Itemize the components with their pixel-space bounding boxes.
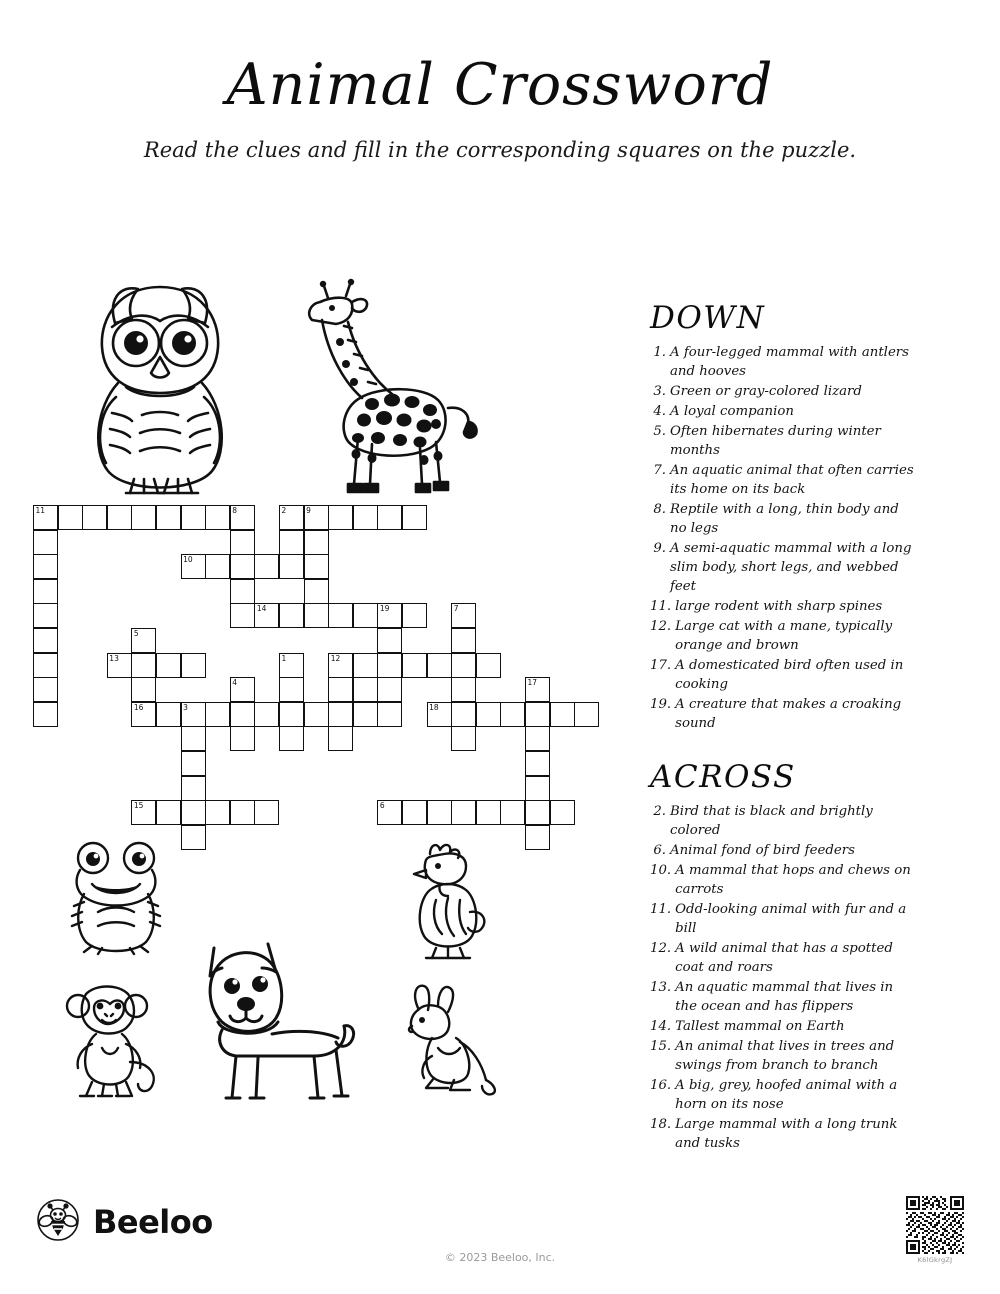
crossword-cell[interactable] bbox=[131, 505, 156, 530]
crossword-cell[interactable] bbox=[525, 702, 550, 727]
across-clue-item bbox=[650, 900, 918, 938]
crossword-cell[interactable] bbox=[427, 702, 452, 727]
crossword-cell[interactable] bbox=[33, 579, 58, 604]
cell-number: 12 bbox=[330, 653, 341, 663]
down-clue-item bbox=[650, 382, 918, 401]
crossword-cell[interactable] bbox=[82, 505, 107, 530]
crossword-cell[interactable] bbox=[279, 603, 304, 628]
logo-text: Beeloo bbox=[93, 1203, 213, 1241]
crossword-cell[interactable] bbox=[254, 702, 279, 727]
down-clue-item bbox=[650, 422, 918, 460]
crossword-cell[interactable] bbox=[279, 726, 304, 751]
crossword-cell[interactable] bbox=[181, 751, 206, 776]
across-clue-number: 2. bbox=[653, 804, 666, 819]
crossword-cell[interactable] bbox=[304, 505, 329, 530]
crossword-cell[interactable] bbox=[402, 800, 427, 825]
crossword-cell[interactable] bbox=[230, 505, 255, 530]
crossword-cell[interactable] bbox=[156, 653, 181, 678]
crossword-cell[interactable] bbox=[328, 603, 353, 628]
crossword-cell[interactable] bbox=[402, 603, 427, 628]
qr-code-icon bbox=[906, 1196, 964, 1254]
crossword-cell[interactable] bbox=[230, 702, 255, 727]
cell-number: 5 bbox=[133, 629, 139, 638]
crossword-cell[interactable] bbox=[181, 726, 206, 751]
down-clue-number: 3. bbox=[653, 384, 666, 399]
crossword-cell[interactable] bbox=[402, 653, 427, 678]
across-clue-item bbox=[650, 861, 918, 899]
down-clue-number: 12. bbox=[650, 619, 672, 634]
down-clue-item bbox=[650, 402, 918, 421]
crossword-cell[interactable] bbox=[131, 628, 156, 653]
cell-number: 13 bbox=[109, 653, 119, 663]
beeloo-logo bbox=[36, 1198, 213, 1246]
down-clue-text: Large cat with a mane, typically orange and brown bbox=[675, 619, 893, 653]
across-clue-item bbox=[650, 978, 918, 1016]
crossword-cell[interactable] bbox=[181, 776, 206, 801]
crossword-cell[interactable] bbox=[328, 726, 353, 751]
crossword-cell[interactable] bbox=[230, 530, 255, 555]
crossword-cell[interactable] bbox=[205, 702, 230, 727]
across-clue-item bbox=[650, 1017, 918, 1036]
page-subtitle: Read the clues and fill in the corresponding squares on the puzzle. bbox=[143, 138, 857, 162]
cell-number: 6 bbox=[379, 801, 385, 811]
down-clue-item bbox=[650, 343, 918, 381]
across-clue-number: 6. bbox=[653, 843, 666, 858]
crossword-cell[interactable] bbox=[181, 653, 206, 678]
across-clue-number: 14. bbox=[650, 1019, 672, 1034]
crossword-cell[interactable] bbox=[181, 825, 206, 850]
crossword-cell[interactable] bbox=[451, 628, 476, 653]
crossword-cell[interactable] bbox=[279, 702, 304, 727]
crossword-cell[interactable] bbox=[131, 702, 156, 727]
down-clue-item bbox=[650, 461, 918, 499]
crossword-cell[interactable] bbox=[525, 726, 550, 751]
page-title: Animal Crossword bbox=[226, 52, 774, 118]
crossword-cell[interactable] bbox=[205, 554, 230, 579]
down-clue-item bbox=[650, 617, 918, 655]
across-clue-item bbox=[650, 1076, 918, 1114]
down-clue-text: A creature that makes a croaking sound bbox=[675, 697, 902, 731]
crossword-cell[interactable] bbox=[304, 702, 329, 727]
kangaroo-illustration bbox=[398, 982, 508, 1097]
across-clue-number: 10. bbox=[650, 863, 672, 878]
crossword-cell[interactable] bbox=[525, 800, 550, 825]
crossword-cell[interactable] bbox=[525, 677, 550, 702]
cell-number: 14 bbox=[256, 604, 267, 614]
crossword-cell[interactable] bbox=[131, 800, 156, 825]
down-clue-text: Often hibernates during winter months bbox=[670, 424, 881, 458]
crossword-cell[interactable] bbox=[353, 505, 378, 530]
crossword-cell[interactable] bbox=[525, 751, 550, 776]
crossword-cell[interactable] bbox=[451, 603, 476, 628]
crossword-cell[interactable] bbox=[476, 702, 501, 727]
cell-number: 17 bbox=[527, 678, 538, 688]
crossword-cell[interactable] bbox=[230, 554, 255, 579]
crossword-cell[interactable] bbox=[402, 505, 427, 530]
across-clue-number: 12. bbox=[650, 941, 672, 956]
down-clue-text: Reptile with a long, thin body and no legs bbox=[670, 502, 899, 536]
down-clue-number: 17. bbox=[650, 658, 672, 673]
dog-illustration bbox=[196, 930, 366, 1105]
down-heading: DOWN bbox=[650, 300, 766, 336]
down-clue-item bbox=[650, 597, 918, 616]
crossword-cell[interactable] bbox=[353, 603, 378, 628]
monkey-illustration bbox=[58, 978, 173, 1100]
crossword-cell[interactable] bbox=[476, 653, 501, 678]
crossword-cell[interactable] bbox=[254, 603, 279, 628]
down-clue-number: 1. bbox=[653, 345, 666, 360]
crossword-grid[interactable] bbox=[33, 505, 633, 835]
down-clue-number: 19. bbox=[650, 697, 672, 712]
crossword-cell[interactable] bbox=[107, 653, 132, 678]
crossword-cell[interactable] bbox=[254, 800, 279, 825]
down-clue-number: 5. bbox=[653, 424, 666, 439]
crossword-cell[interactable] bbox=[377, 628, 402, 653]
down-clue-number: 8. bbox=[653, 502, 666, 517]
cell-number: 15 bbox=[133, 801, 144, 811]
crossword-cell[interactable] bbox=[230, 726, 255, 751]
cell-number: 19 bbox=[379, 604, 390, 614]
crossword-cell[interactable] bbox=[33, 505, 58, 530]
crossword-cell[interactable] bbox=[33, 554, 58, 579]
across-clue-list bbox=[650, 802, 918, 1153]
down-clue-list bbox=[650, 343, 918, 733]
crossword-cell[interactable] bbox=[525, 825, 550, 850]
crossword-cell[interactable] bbox=[58, 505, 83, 530]
crossword-cell[interactable] bbox=[33, 530, 58, 555]
down-clue-number: 9. bbox=[653, 541, 666, 556]
cell-number: 4 bbox=[232, 678, 238, 688]
down-clue-item bbox=[650, 539, 918, 596]
crossword-cell[interactable] bbox=[377, 653, 402, 678]
copyright-text: © 2023 Beeloo, Inc. bbox=[444, 1251, 556, 1264]
crossword-cell[interactable] bbox=[328, 702, 353, 727]
crossword-cell[interactable] bbox=[279, 530, 304, 555]
across-clue-item bbox=[650, 802, 918, 840]
across-clue-number: 16. bbox=[650, 1078, 672, 1093]
crossword-cell[interactable] bbox=[230, 800, 255, 825]
crossword-cell[interactable] bbox=[377, 505, 402, 530]
crossword-cell[interactable] bbox=[377, 702, 402, 727]
down-clue-item bbox=[650, 500, 918, 538]
across-clue-text: An aquatic mammal that lives in the ocean and has flippers bbox=[675, 980, 894, 1014]
cell-number: 11 bbox=[35, 506, 46, 515]
across-clue-number: 18. bbox=[650, 1117, 672, 1132]
qr-label: K6lGkrgZJ bbox=[917, 1256, 953, 1264]
across-clue-text: A mammal that hops and chews on carrots bbox=[675, 863, 911, 897]
cell-number: 1 bbox=[281, 653, 287, 663]
crossword-cell[interactable] bbox=[451, 800, 476, 825]
down-clue-number: 11. bbox=[650, 599, 672, 614]
crossword-cell[interactable] bbox=[33, 603, 58, 628]
across-clue-number: 15. bbox=[650, 1039, 672, 1054]
crossword-cell[interactable] bbox=[451, 653, 476, 678]
crossword-cell[interactable] bbox=[304, 603, 329, 628]
crossword-cell[interactable] bbox=[304, 579, 329, 604]
crossword-cell[interactable] bbox=[328, 677, 353, 702]
crossword-cell[interactable] bbox=[451, 677, 476, 702]
down-clue-item bbox=[650, 656, 918, 694]
crossword-cell[interactable] bbox=[131, 653, 156, 678]
crossword-cell[interactable] bbox=[230, 579, 255, 604]
crossword-cell[interactable] bbox=[353, 677, 378, 702]
down-clue-text: large rodent with sharp spines bbox=[675, 599, 883, 614]
crossword-cell[interactable] bbox=[131, 677, 156, 702]
crossword-cell[interactable] bbox=[181, 800, 206, 825]
crossword-cell[interactable] bbox=[353, 653, 378, 678]
crossword-cell[interactable] bbox=[33, 702, 58, 727]
crossword-cell[interactable] bbox=[500, 702, 525, 727]
down-clue-text: An aquatic animal that often carries its home on its back bbox=[670, 463, 914, 497]
crossword-cell[interactable] bbox=[328, 505, 353, 530]
crossword-cell[interactable] bbox=[279, 653, 304, 678]
crossword-cell[interactable] bbox=[377, 603, 402, 628]
crossword-cell[interactable] bbox=[427, 653, 452, 678]
crossword-cell[interactable] bbox=[279, 554, 304, 579]
across-clue-item bbox=[650, 1115, 918, 1153]
crossword-cell[interactable] bbox=[156, 505, 181, 530]
across-clue-item bbox=[650, 841, 918, 860]
crossword-cell[interactable] bbox=[279, 505, 304, 530]
crossword-cell[interactable] bbox=[33, 628, 58, 653]
across-clue-text: Animal fond of bird feeders bbox=[670, 843, 855, 858]
giraffe-illustration bbox=[300, 272, 490, 497]
crossword-cell[interactable] bbox=[230, 603, 255, 628]
cell-number: 2 bbox=[281, 506, 287, 515]
across-clue-number: 11. bbox=[650, 902, 672, 917]
chicken-illustration bbox=[396, 836, 496, 961]
crossword-cell[interactable] bbox=[451, 702, 476, 727]
crossword-cell[interactable] bbox=[279, 677, 304, 702]
down-clue-text: A four-legged mammal with antlers and hooves bbox=[670, 345, 909, 379]
crossword-cell[interactable] bbox=[181, 554, 206, 579]
crossword-cell[interactable] bbox=[574, 702, 599, 727]
crossword-cell[interactable] bbox=[377, 677, 402, 702]
crossword-cell[interactable] bbox=[451, 726, 476, 751]
crossword-cell[interactable] bbox=[205, 800, 230, 825]
clues-panel bbox=[650, 300, 918, 1154]
crossword-cell[interactable] bbox=[550, 702, 575, 727]
across-clue-text: A big, grey, hoofed animal with a horn on its nose bbox=[675, 1078, 898, 1112]
across-clue-item bbox=[650, 939, 918, 977]
across-clue-text: A wild animal that has a spotted coat and roars bbox=[675, 941, 893, 975]
crossword-cell[interactable] bbox=[304, 554, 329, 579]
crossword-cell[interactable] bbox=[377, 800, 402, 825]
crossword-cell[interactable] bbox=[328, 653, 353, 678]
frog-illustration bbox=[62, 836, 172, 956]
down-clue-text: A semi-aquatic mammal with a long slim body, short legs, and webbed feet bbox=[670, 541, 912, 594]
crossword-cell[interactable] bbox=[33, 653, 58, 678]
cell-number: 7 bbox=[453, 604, 459, 614]
down-clue-text: Green or gray-colored lizard bbox=[670, 384, 862, 399]
crossword-cell[interactable] bbox=[181, 702, 206, 727]
across-clue-item bbox=[650, 1037, 918, 1075]
across-clue-text: Large mammal with a long trunk and tusks bbox=[675, 1117, 898, 1151]
across-clue-text: Odd-looking animal with fur and a bill bbox=[675, 902, 907, 936]
across-heading: ACROSS bbox=[650, 759, 796, 795]
cell-number: 16 bbox=[133, 702, 144, 712]
crossword-cell[interactable] bbox=[230, 677, 255, 702]
crossword-cell[interactable] bbox=[427, 800, 452, 825]
across-clue-text: Tallest mammal on Earth bbox=[675, 1019, 845, 1034]
crossword-cell[interactable] bbox=[254, 554, 279, 579]
owl-illustration bbox=[60, 265, 260, 500]
crossword-cell[interactable] bbox=[550, 800, 575, 825]
crossword-cell[interactable] bbox=[156, 800, 181, 825]
crossword-cell[interactable] bbox=[156, 702, 181, 727]
down-clue-text: A domesticated bird often used in cooking bbox=[675, 658, 904, 692]
crossword-cell[interactable] bbox=[353, 702, 378, 727]
down-clue-number: 7. bbox=[653, 463, 666, 478]
cell-number: 8 bbox=[232, 506, 238, 515]
cell-number: 9 bbox=[306, 506, 311, 515]
cell-number: 3 bbox=[183, 702, 188, 712]
crossword-cell[interactable] bbox=[205, 505, 230, 530]
crossword-cell[interactable] bbox=[107, 505, 132, 530]
down-clue-item bbox=[650, 695, 918, 733]
cell-number: 10 bbox=[183, 555, 193, 565]
crossword-cell[interactable] bbox=[33, 677, 58, 702]
crossword-cell[interactable] bbox=[304, 530, 329, 555]
down-clue-number: 4. bbox=[653, 404, 666, 419]
crossword-cell[interactable] bbox=[476, 800, 501, 825]
cell-number: 18 bbox=[429, 702, 439, 712]
bee-icon bbox=[36, 1198, 80, 1246]
crossword-cell[interactable] bbox=[500, 800, 525, 825]
across-clue-number: 13. bbox=[650, 980, 672, 995]
qr-block bbox=[900, 1196, 970, 1264]
across-clue-text: Bird that is black and brightly colored bbox=[670, 804, 873, 838]
down-clue-text: A loyal companion bbox=[670, 404, 794, 419]
across-clue-text: An animal that lives in trees and swings from branch to branch bbox=[675, 1039, 895, 1073]
crossword-cell[interactable] bbox=[181, 505, 206, 530]
crossword-cell[interactable] bbox=[525, 776, 550, 801]
